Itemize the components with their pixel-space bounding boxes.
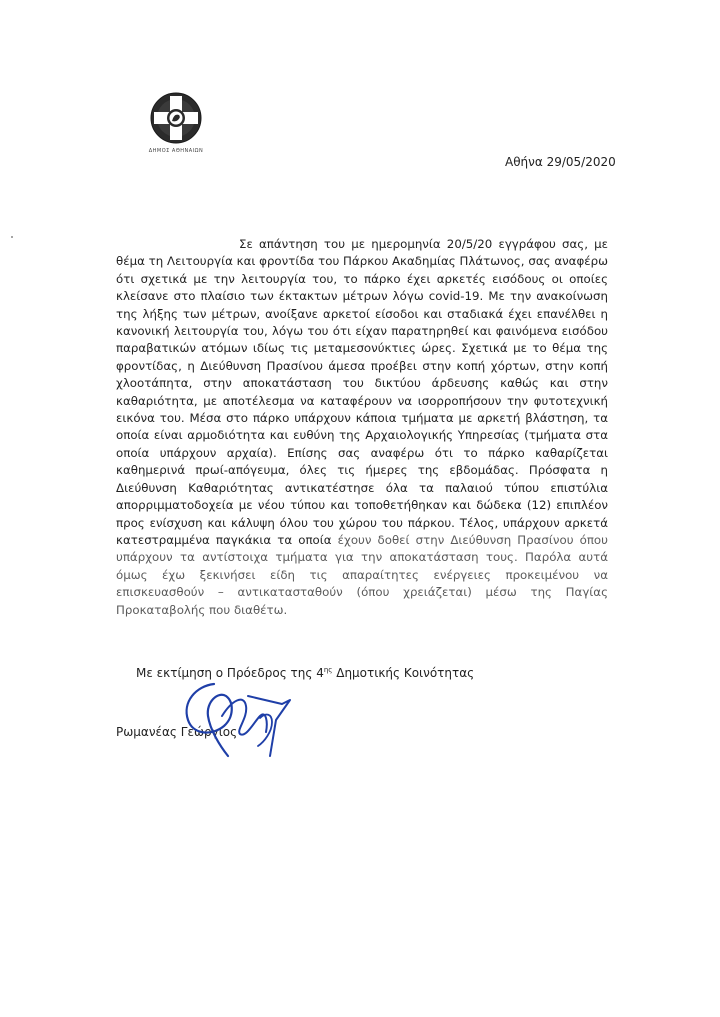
- municipality-logo: [140, 92, 212, 154]
- handwritten-signature: [176, 672, 306, 762]
- body-main-text: Σε απάντηση του με ημερομηνία 20/5/20 εγγράφου σας, με θέμα τη Λειτουργία και φροντίδα του Πάρκου Ακαδημίας Πλάτωνος, σας αναφέρω ότι σχετικά με την λειτουργία του, το πάρκο έχει αρκετές εισόδους οι οποίες κλείσανε στο πλαίσιο των έκτακτων μέτρων λόγω covid-19. Με την ανακοίνωση της λήξης των μέτρων, ανοίξανε αρκετοί είσοδοι και σταδιακά έχει επανέλθει η κανονική λειτουργία του, λόγω του ότι είχαν παρατηρηθεί και φαινόμενα εισόδου παραβατικών ατόμων ιδίως τις μεταμεσονύκτιες ώρες. Σχετικά με το θέμα της φροντίδας, η Διεύθυνση Πρασίνου άμεσα προέβει στην κοπή χόρτων, στην κοπή χλοοτάπητα, στην αποκατάσταση του δικτύου άρδευσης καθώς και στην καθαριότητα, με αποτέλεσμα να καταφέρουν να ισορροπήσουν την φυτοτεχνική εικόνα του. Μέσα στο πάρκο υπάρχουν κάποια τμήματα με αρκετή βλάστηση, τα οποία είναι αρμοδιότητα και ευθύνη της Αρχαιολογικής Υπηρεσίας (τμήματα στα οποία υπάρχουν αρχαία). Επίσης σας αναφέρω ότι το πάρκο καθαρίζεται καθημερινά πρωί-απόγευμα, όλες τις ήμερες της εβδομάδας. Πρόσφατα η Διεύθυνση Καθαριότητας αντικατέστησε όλα τα παλαιού τύπου επιστύλια απορριμματοδοχεία με νέου τύπου και τοποθετήθηκαν και δώδεκα (12) επιπλέον προς ενίσχυση και κάλυψη όλου του χώρου του πάρκου. Τέλος, υπάρχουν αρκετά κατεστραμμένα παγκάκια τα οποία: [116, 237, 608, 547]
- letter-paragraph: [116, 236, 608, 619]
- logo-caption: ΔΗΜΟΣ ΑΘΗΝΑΙΩΝ: [148, 148, 204, 154]
- closing-suffix: Δημοτικής Κοινότητας: [332, 666, 475, 680]
- body-faded-text: έχουν δοθεί στην Διεύθυνση Πρασίνου όπου υπάρχουν τα αντίστοιχα τμήματα για την αποκατάσταση τους. Παρόλα αυτά όμως έχω ξεκινήσει είδη τις απαραίτητες ενέργειες προκειμένου να επισκευασθούν – αντικατασταθούν (όπου χρειάζεται) μέσω της Παγίας Προκαταβολής που διαθέτω.: [116, 532, 608, 617]
- letter-date: Αθήνα 29/05/2020: [505, 155, 616, 169]
- cross-emblem-icon: [150, 92, 202, 144]
- closing-prefix: Με εκτίμηση ο Πρόεδρος της 4: [136, 666, 324, 680]
- letter-body: [116, 236, 608, 619]
- closing-ordinal: ης: [323, 666, 333, 674]
- scan-speck: [11, 236, 13, 238]
- signatory-name: Ρωμανέας Γεώργιος: [116, 725, 238, 739]
